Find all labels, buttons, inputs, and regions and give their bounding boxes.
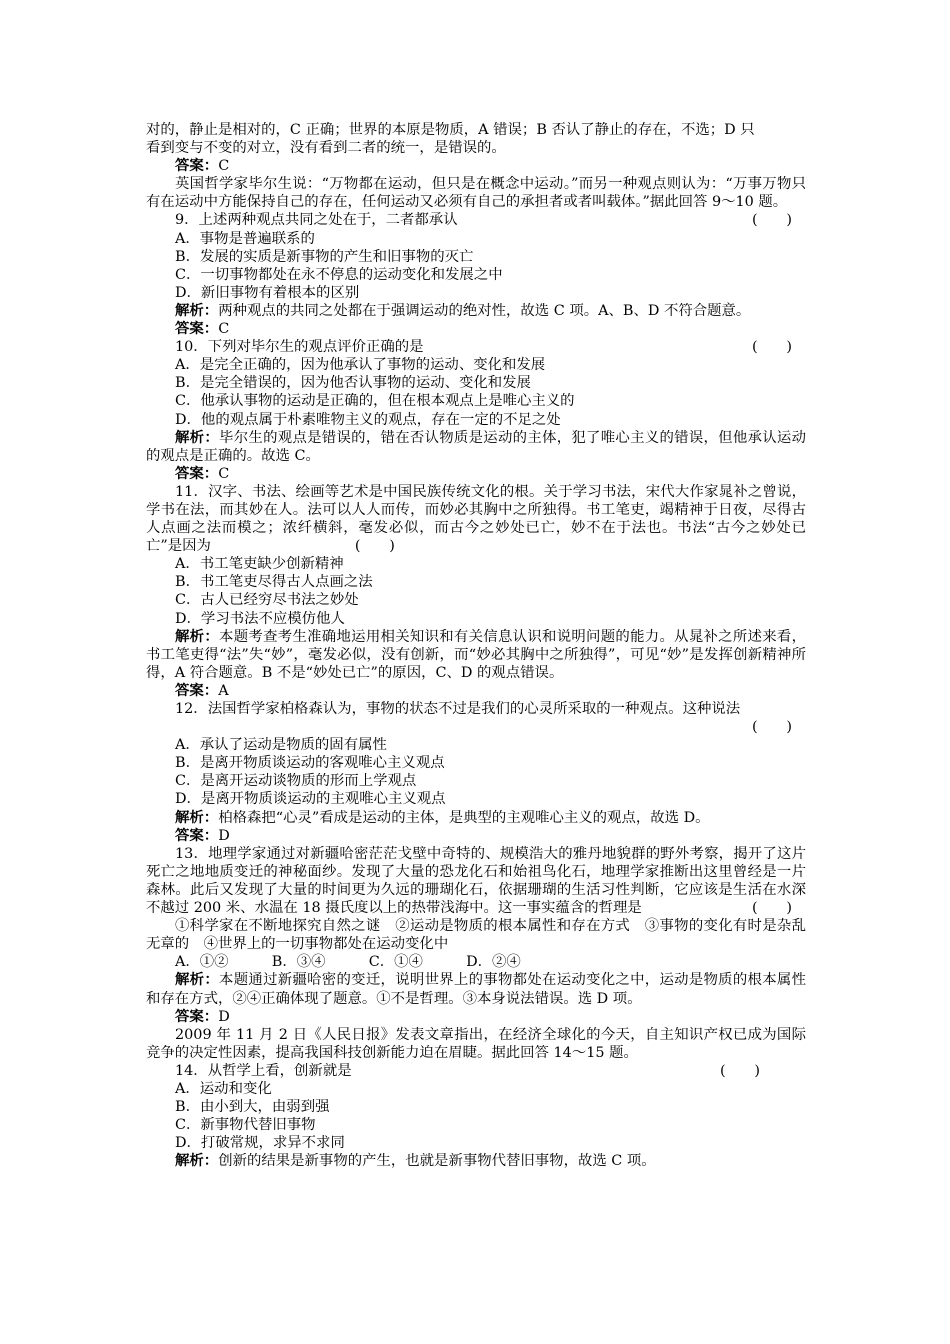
option: C．古人已经穷尽书法之妙处 <box>175 592 359 609</box>
answer-line <box>146 320 806 338</box>
option: B．是完全错误的，因为他否认事物的运动、变化和发展 <box>175 375 531 392</box>
answer-value: C <box>218 158 230 175</box>
option: C．他承认事物的运动是正确的，但在根本观点上是唯心主义的 <box>175 393 575 410</box>
option: C．是离开运动谈物质的形而上学观点 <box>175 773 417 790</box>
answer-label: 答案： <box>175 464 219 482</box>
choice-row <box>146 953 806 971</box>
question-stem: 11．汉字、书法、绘画等艺术是中国民族传统文化的根。关于学习书法，宋代大作家晁补之曾说，学书在法，而其妙在人。法可以人人而传，而妙必其胸中之所独得。书工笔吏，竭精神于日夜，尽得古人点画之法而模之；浓纤横斜，毫发必似，而古今之妙处已亡，妙不在于法也。书法“古今之妙处已亡”是因为 ( ) <box>146 483 806 555</box>
answer-label: 答案： <box>175 320 219 338</box>
question-stem: 12．法国哲学家柏格森认为，事物的状态不过是我们的心灵所采取的一种观点。这种说法 ( ) <box>175 701 792 736</box>
explanation: 解析：毕尔生的观点是错误的，错在否认物质是运动的主体，犯了唯心主义的错误，但他承认运动的观点是正确的。故选 C。 <box>146 428 806 464</box>
option: D．打破常规，求异不求同 <box>175 1135 345 1152</box>
option: B．书工笔吏尽得古人点画之法 <box>175 574 373 591</box>
answer-line <box>146 1008 806 1026</box>
answer-value: C <box>218 465 230 482</box>
answer-bracket: ( ) <box>354 538 395 555</box>
option: A．承认了运动是物质的固有属性 <box>175 737 387 754</box>
answer-bracket: ( ) <box>751 212 792 229</box>
explain-label: 解析： <box>175 808 219 826</box>
answer-bracket: ( ) <box>751 719 792 736</box>
question-stem: 13．地理学家通过对新疆哈密茫茫戈壁中奇特的、规模浩大的雅丹地貌群的野外考察，揭开了这片死亡之地地质变迁的神秘面纱。发现了大量的恐龙化石和始祖鸟化石，地理学家推断出这里曾经是一片森林。此后又发现了大量的时间更为久远的珊瑚化石，依据珊瑚的生活习性判断，它应该是生活在水深不越过 200 米、水温在 18 摄氏度以上的热带浅海中。这一事实蕴含的哲理是 ( ) <box>146 845 806 917</box>
option: C．一切事物都处在永不停息的运动变化和发展之中 <box>175 266 503 283</box>
explanation: 解析：创新的结果是新事物的产生，也就是新事物代替旧事物，故选 C 项。 <box>175 1152 656 1170</box>
explain-label: 解析： <box>175 428 220 446</box>
option: C．新事物代替旧事物 <box>175 1117 316 1134</box>
option: D．学习书法不应模仿他人 <box>175 610 345 627</box>
answer-label: 答案： <box>175 826 219 844</box>
question-stem: ( ) 9．上述两种观点共同之处在于，二者都承认 <box>175 212 792 229</box>
answer-bracket: ( ) <box>751 339 792 356</box>
option: B．由小到大，由弱到强 <box>175 1099 330 1116</box>
choice: A．①② <box>175 954 229 971</box>
explanation: 解析：两种观点的共同之处都在于强调运动的绝对性，故选 C 项。A、B、D 不符合题意。 <box>175 301 751 319</box>
document-page <box>146 121 806 1170</box>
answer-value: D <box>218 827 230 844</box>
option: D．新旧事物有着根本的区别 <box>175 284 360 301</box>
option: D．是离开物质谈运动的主观唯心主义观点 <box>175 791 446 808</box>
intro-line: 对的，静止是相对的，C 正确；世界的本原是物质，A 错误；B 否认了静止的存在，不选；D 只 <box>146 122 755 138</box>
question-stem: ( ) 10．下列对毕尔生的观点评价正确的是 <box>175 339 792 356</box>
choice: C．①④ <box>368 954 423 971</box>
answer-label: 答案： <box>175 157 219 175</box>
explanation: 解析：柏格森把“心灵”看成是运动的主体，是典型的主观唯心主义的观点，故选 D。 <box>175 808 710 826</box>
explain-label: 解析： <box>175 1152 219 1170</box>
statements: ①科学家在不断地探究自然之谜 ②运动是物质的根本属性和存在方式 ③事物的变化有时是杂乱无章的 ④世界上的一切事物都处在运动变化中 <box>146 918 806 953</box>
explanation: 解析：本题考查考生准确地运用相关知识和有关信息认识和说明问题的能力。从晁补之所述来看，书工笔吏得“法”失“妙”，毫发必似，没有创新，而“妙必其胸中之所独得”，可见“妙”是发挥创新精神所得，A 符合题意。B 不是“妙处已亡”的原因，C、D 的观点错误。 <box>146 627 806 681</box>
answer-bracket: ( ) <box>719 1062 760 1079</box>
explain-label: 解析： <box>175 971 220 989</box>
answer-label: 答案： <box>175 1007 219 1025</box>
explain-label: 解析： <box>175 627 220 645</box>
answer-line <box>146 827 806 845</box>
answer-label: 答案： <box>175 681 219 699</box>
explanation: 解析：本题通过新疆哈密的变迁，说明世界上的事物都处在运动变化之中，运动是物质的根本属性和存在方式，②④正确体现了题意。①不是哲理。③本身说法错误。选 D 项。 <box>146 971 806 1007</box>
answer-value: A <box>218 682 229 699</box>
answer-value: D <box>218 1008 230 1025</box>
option: A．事物是普遍联系的 <box>175 230 315 247</box>
option: A．书工笔吏缺少创新精神 <box>175 556 344 573</box>
answer-line <box>146 465 806 483</box>
explain-label: 解析： <box>175 301 219 319</box>
answer-line <box>146 157 806 175</box>
material-paragraph: 2009 年 11 月 2 日《人民日报》发表文章指出，在经济全球化的今天，自主知识产权已成为国际竞争的决定性因素，提高我国科技创新能力迫在眉睫。据此回答 14～15 题。 <box>146 1026 806 1061</box>
option: A．运动和变化 <box>175 1080 272 1097</box>
answer-line <box>146 682 806 700</box>
intro-line: 看到变与不变的对立，没有看到二者的统一，是错误的。 <box>146 140 506 157</box>
option: B．发展的实质是新事物的产生和旧事物的灭亡 <box>175 248 474 265</box>
option: A．是完全正确的，因为他承认了事物的运动、变化和发展 <box>175 357 546 374</box>
choice: B．③④ <box>271 954 326 971</box>
answer-value: C <box>218 321 230 338</box>
option: B．是离开物质谈运动的客观唯心主义观点 <box>175 755 445 772</box>
material-paragraph: 英国哲学家毕尔生说：“万物都在运动，但只是在概念中运动。”而另一种观点则认为：“万事万物只有在运动中方能保持自己的存在，任何运动又必须有自己的承担者或者叫载体。”据此回答 9～10 题。 <box>146 176 806 211</box>
option: D．他的观点属于朴素唯物主义的观点，存在一定的不足之处 <box>175 411 561 428</box>
choice: D．②④ <box>466 954 521 971</box>
question-stem: ( ) 14．从哲学上看，创新就是 <box>175 1062 760 1079</box>
answer-bracket: ( ) <box>751 900 792 917</box>
